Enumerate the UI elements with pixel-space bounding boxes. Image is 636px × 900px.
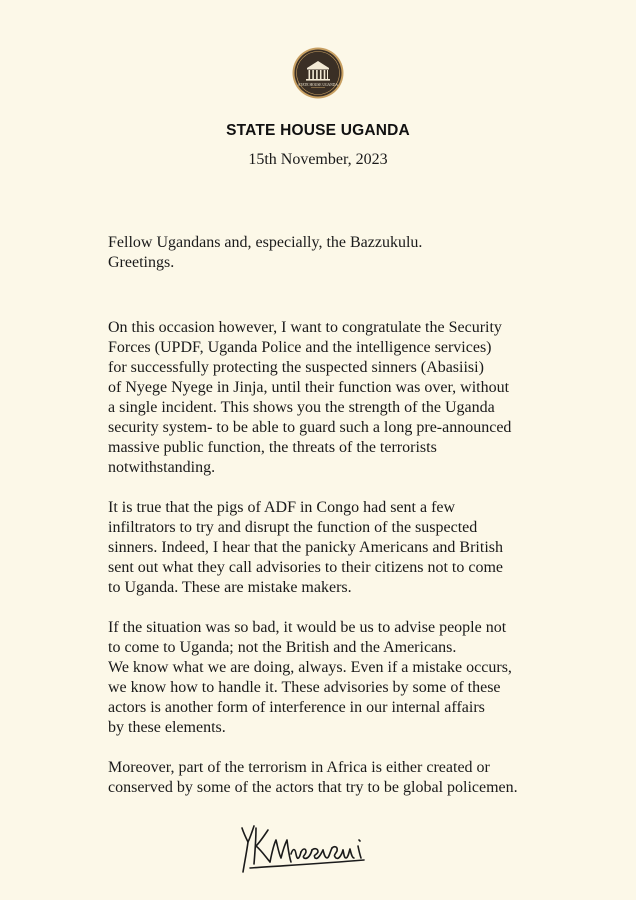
greeting-line: Greetings. xyxy=(108,254,175,271)
paragraph-line: conserved by some of the actors that try to be global policemen. xyxy=(108,779,518,796)
paragraph-line: infiltrators to try and disrupt the function of the suspected xyxy=(108,519,478,536)
paragraph-line: to come to Uganda; not the British and the Americans. xyxy=(108,639,457,656)
paragraph-line: On this occasion however, I want to congratulate the Security xyxy=(108,319,502,336)
seal-text: STATE HOUSE UGANDA xyxy=(298,83,338,87)
signature-icon xyxy=(236,818,376,878)
paragraph-line: we know how to handle it. These advisories by some of these xyxy=(108,679,501,696)
paragraph-line: for successfully protecting the suspected sinners (Abasiisi) xyxy=(108,359,484,376)
paragraph-line: actors is another form of interference in our internal affairs xyxy=(108,699,485,716)
letter-date: 15th November, 2023 xyxy=(248,151,388,168)
paragraph-line: If the situation was so bad, it would be us to advise people not xyxy=(108,619,507,636)
paragraph-line: sent out what they call advisories to their citizens not to come xyxy=(108,559,504,576)
paragraph-line: massive public function, the threats of the terrorists xyxy=(108,439,437,456)
paragraph-line: Forces (UPDF, Uganda Police and the intelligence services) xyxy=(108,339,492,356)
paragraph-line: a single incident. This shows you the strength of the Uganda xyxy=(108,399,495,416)
paragraph-line: to Uganda. These are mistake makers. xyxy=(108,579,352,596)
paragraph-line: security system- to be able to guard such a long pre-announced xyxy=(108,419,512,436)
greeting-line: Fellow Ugandans and, especially, the Bazzukulu. xyxy=(108,234,423,251)
paragraph-line: We know what we are doing, always. Even if a mistake occurs, xyxy=(108,659,512,676)
paragraph-line: It is true that the pigs of ADF in Congo had sent a few xyxy=(108,499,456,516)
paragraph-line: by these elements. xyxy=(108,719,226,736)
organization-title: STATE HOUSE UGANDA xyxy=(226,122,410,139)
paragraph-line: notwithstanding. xyxy=(108,459,216,476)
paragraph-line: sinners. Indeed, I hear that the panicky Americans and British xyxy=(108,539,503,556)
paragraph-line: Moreover, part of the terrorism in Africa is either created or xyxy=(108,759,490,776)
state-house-seal-icon xyxy=(292,47,344,99)
paragraph-line: of Nyege Nyege in Jinja, until their function was over, without xyxy=(108,379,510,396)
